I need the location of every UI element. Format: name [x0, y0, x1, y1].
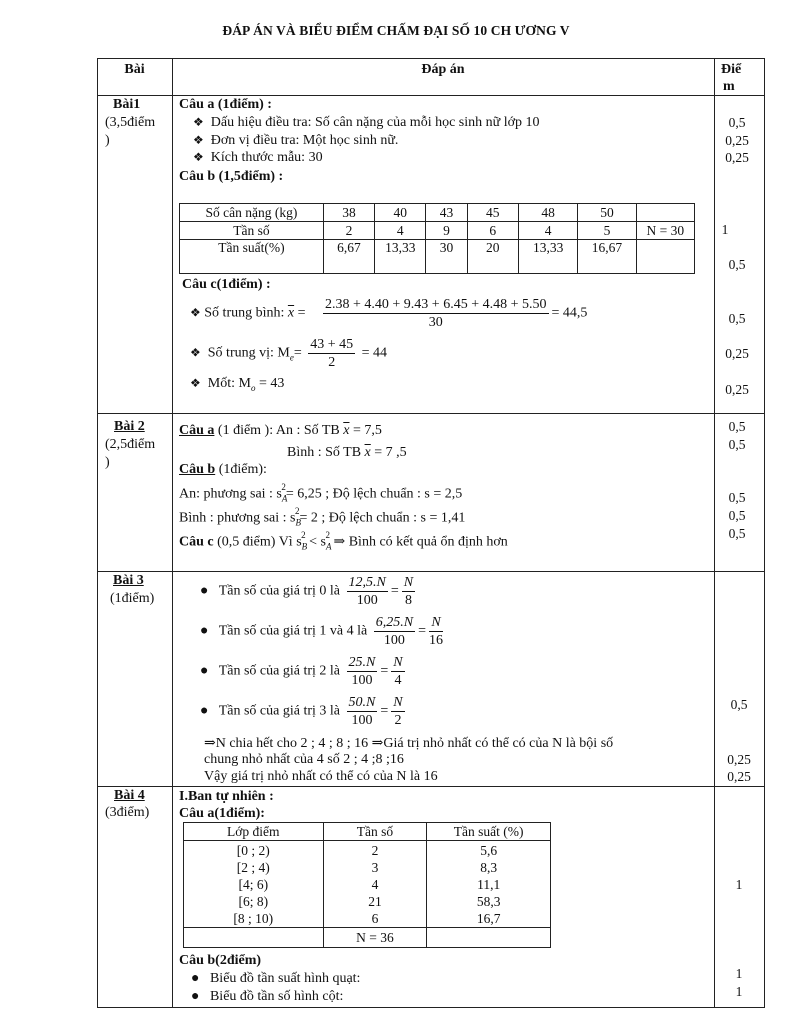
col-divider-1 — [172, 58, 173, 1008]
table-cell: Tần số — [180, 222, 324, 240]
bai1-score-close: ) — [105, 133, 110, 148]
bai2-point-4: 0,5 — [728, 508, 746, 523]
bai4-cau-b-title: Câu b(2điểm) — [179, 953, 262, 968]
bai2-binh-variance: Bình : phương sai : $s_B^2= 2$ ; Độ lệch chuẩn : s = 1,41 — [179, 506, 466, 528]
table-cell: 13,33 — [375, 240, 426, 274]
table-cell: 40 — [375, 204, 426, 222]
table-cell: Số cân nặng (kg) — [180, 204, 324, 222]
table-cell: 9 — [426, 222, 467, 240]
table-cell: 16,67 — [578, 240, 636, 274]
bai1-a-point-3: 0,25 — [725, 150, 749, 165]
bai2-point-1: 0,5 — [728, 419, 746, 434]
diamond-bullet-icon: ❖ — [190, 305, 201, 320]
bai3-conclusion-2: chung nhỏ nhất của 4 số 2 ; 4 ;8 ;16 — [204, 752, 404, 767]
bullet-icon: ● — [191, 989, 200, 1004]
table-cell: 30 — [426, 240, 467, 274]
bai1-score: (3,5điểm — [105, 115, 156, 130]
table-cell — [636, 204, 694, 222]
bai4-b-point-1: 1 — [735, 966, 743, 981]
page-title: ĐÁP ÁN VÀ BIỂU ĐIỂM CHẤM ĐẠI SỐ 10 CH ƯƠNG V — [222, 23, 570, 38]
table-cell: 45 — [467, 204, 518, 222]
diamond-bullet-icon: ❖ — [190, 376, 201, 390]
header-divider — [97, 95, 764, 96]
bai1-cau-c-title: Câu c(1điểm) : — [182, 277, 271, 292]
bullet-icon: ● — [200, 583, 209, 599]
bai3-conclusion-1: ⇒N chia hết cho 2 ; 4 ; 8 ; 16 ⇒Giá trị nhỏ nhất có thể có của N là bội số — [204, 736, 614, 751]
bai4-frequency-table — [183, 822, 551, 948]
bai2-cau-b: Câu b (1điểm): — [179, 462, 267, 477]
table-cell: 2 3 4 21 6 — [323, 841, 427, 928]
bai3-point-1: 0,5 — [730, 697, 748, 712]
table-cell: 6,67 — [323, 240, 374, 274]
header-dapan: Đáp án — [421, 62, 465, 77]
table-cell: 13,33 — [518, 240, 577, 274]
bai1-a-line-2: ❖ Đơn vị điều tra: Một học sinh nữ. — [193, 133, 399, 148]
bai1-c-point-3: 0,25 — [725, 382, 749, 397]
bai1-cau-a-title: Câu a (1điểm) : — [179, 97, 272, 112]
bai1-c-point-2: 0,25 — [725, 346, 749, 361]
bai2-point-5: 0,5 — [728, 526, 746, 541]
bai1-a-line-1: ❖ Dấu hiệu điều tra: Số cân nặng của mỗi học sinh nữ lớp 10 — [193, 115, 540, 130]
table-border-top — [97, 58, 764, 59]
table-header-cell: Tần suất (%) — [427, 823, 551, 841]
table-border-left — [97, 58, 98, 1008]
bai1-mean-formula: ❖ Số trung bình: $\overline{x}$ = $\frac{2.38 + 4.40 + 9.43 + 6.45 + 4.48 + 5.50}{30}$ = 44,5 — [190, 297, 588, 330]
bullet-icon: ● — [191, 971, 200, 986]
bai2-point-2: 0,5 — [728, 437, 746, 452]
diamond-bullet-icon: ❖ — [193, 133, 204, 147]
table-cell: N = 36 — [323, 928, 427, 948]
table-border-right — [764, 58, 765, 1008]
table-border-bottom — [97, 1007, 764, 1008]
table-cell: 6 — [467, 222, 518, 240]
table-cell — [184, 928, 324, 948]
bullet-icon: ● — [200, 663, 209, 679]
table-cell: 4 — [518, 222, 577, 240]
bai1-b-point-1: 1 — [721, 222, 729, 237]
table-cell: [0 ; 2) [2 ; 4) [4; 6) [6; 8) [8 ; 10) — [184, 841, 324, 928]
bai1-cau-b-title: Câu b (1,5điểm) : — [179, 169, 284, 184]
bai3-line-4: ● Tần số của giá trị 3 là $\frac{50.N}{100}$ = $\frac{N}{2}$ — [200, 695, 403, 728]
table-cell: 4 — [375, 222, 426, 240]
table-cell: 50 — [578, 204, 636, 222]
bai3-score: (1điểm) — [110, 591, 155, 606]
header-diem-2: m — [723, 79, 735, 94]
bai2-point-3: 0,5 — [728, 490, 746, 505]
table-cell — [636, 240, 694, 274]
bai1-a-line-3: ❖ Kích thước mẫu: 30 — [193, 150, 323, 165]
bai2-score-close: ) — [105, 455, 110, 470]
bai1-median-formula: ❖ Số trung vị: $M_e=$ $\frac{43 + 45}{2}$ = 44 — [190, 337, 388, 370]
bai2-name: Bài 2 — [114, 419, 145, 434]
bai3-conclusion-3: Vậy giá trị nhỏ nhất có thể có của N là 16 — [204, 769, 438, 784]
table-cell: 2 — [323, 222, 374, 240]
bai3-line-1: ● Tần số của giá trị 0 là $\frac{12,5.N}{100}$ = $\frac{N}{8}$ — [200, 575, 414, 608]
diamond-bullet-icon: ❖ — [193, 150, 204, 164]
table-cell: 38 — [323, 204, 374, 222]
diamond-bullet-icon: ❖ — [193, 115, 204, 129]
table-header-cell: Lớp điểm — [184, 823, 324, 841]
bai4-b-line-2: ● Biểu đồ tần số hình cột: — [191, 989, 344, 1004]
table-cell: 43 — [426, 204, 467, 222]
bai3-point-3: 0,25 — [727, 769, 751, 784]
row-divider-2 — [97, 571, 764, 572]
table-cell: Tần suất(%) — [180, 240, 324, 274]
table-cell: 5 — [578, 222, 636, 240]
bai2-binh: Bình : Số TB $\overline{x} = 7$ ,5 — [287, 445, 407, 460]
bai2-cau-a: Câu a (1 điểm ): An : Số TB $\overline{x} = 7,5$ — [179, 423, 382, 438]
bai4-b-line-1: ● Biểu đồ tần suất hình quạt: — [191, 971, 361, 986]
diamond-bullet-icon: ❖ — [190, 345, 201, 360]
bai4-b-point-2: 1 — [735, 984, 743, 999]
table-cell: 20 — [467, 240, 518, 274]
bai4-score: (3điểm) — [105, 805, 150, 820]
bai3-name: Bài 3 — [113, 573, 144, 588]
table-cell: N = 30 — [636, 222, 694, 240]
header-diem-1: Điể — [721, 62, 742, 77]
header-bai: Bài — [124, 62, 145, 77]
bai1-mode-formula: ❖ Mốt: $M_o = 43$ — [190, 376, 285, 393]
bai4-section: I.Ban tự nhiên : — [179, 789, 274, 804]
bai3-line-3: ● Tần số của giá trị 2 là $\frac{25.N}{100}$ = $\frac{N}{4}$ — [200, 655, 403, 688]
bai1-frequency-table — [179, 203, 695, 274]
col-divider-2 — [714, 58, 715, 1008]
bullet-icon: ● — [200, 703, 209, 719]
bai1-b-point-2: 0,5 — [728, 257, 746, 272]
table-cell — [427, 928, 551, 948]
bai1-a-point-2: 0,25 — [725, 133, 749, 148]
row-divider-3 — [97, 786, 764, 787]
bai4-a-point: 1 — [735, 877, 743, 892]
bai4-name: Bài 4 — [114, 788, 145, 803]
table-header-cell: Tần số — [323, 823, 427, 841]
bai1-c-point-1: 0,5 — [728, 311, 746, 326]
table-cell: 48 — [518, 204, 577, 222]
bullet-icon: ● — [200, 623, 209, 639]
bai2-cau-c: Câu c (0,5 điểm) Vì $s_B^2 < s_A^2$ ⇒ Bình có kết quả ổn định hơn — [179, 530, 508, 552]
bai1-a-point-1: 0,5 — [728, 115, 746, 130]
bai3-line-2: ● Tần số của giá trị 1 và 4 là $\frac{6,25.N}{100}$ = $\frac{N}{16}$ — [200, 615, 443, 648]
bai1-name: Bài1 — [113, 97, 141, 112]
bai4-cau-a-title: Câu a(1điểm): — [179, 806, 265, 821]
bai2-an-variance: An: phương sai : $s_A^2= 6,25$ ; Độ lệch chuẩn : s = 2,5 — [179, 482, 463, 504]
bai3-point-2: 0,25 — [727, 752, 751, 767]
row-divider-1 — [97, 413, 764, 414]
table-cell: 5,6 8,3 11,1 58,3 16,7 — [427, 841, 551, 928]
bai2-score: (2,5điểm — [105, 437, 156, 452]
